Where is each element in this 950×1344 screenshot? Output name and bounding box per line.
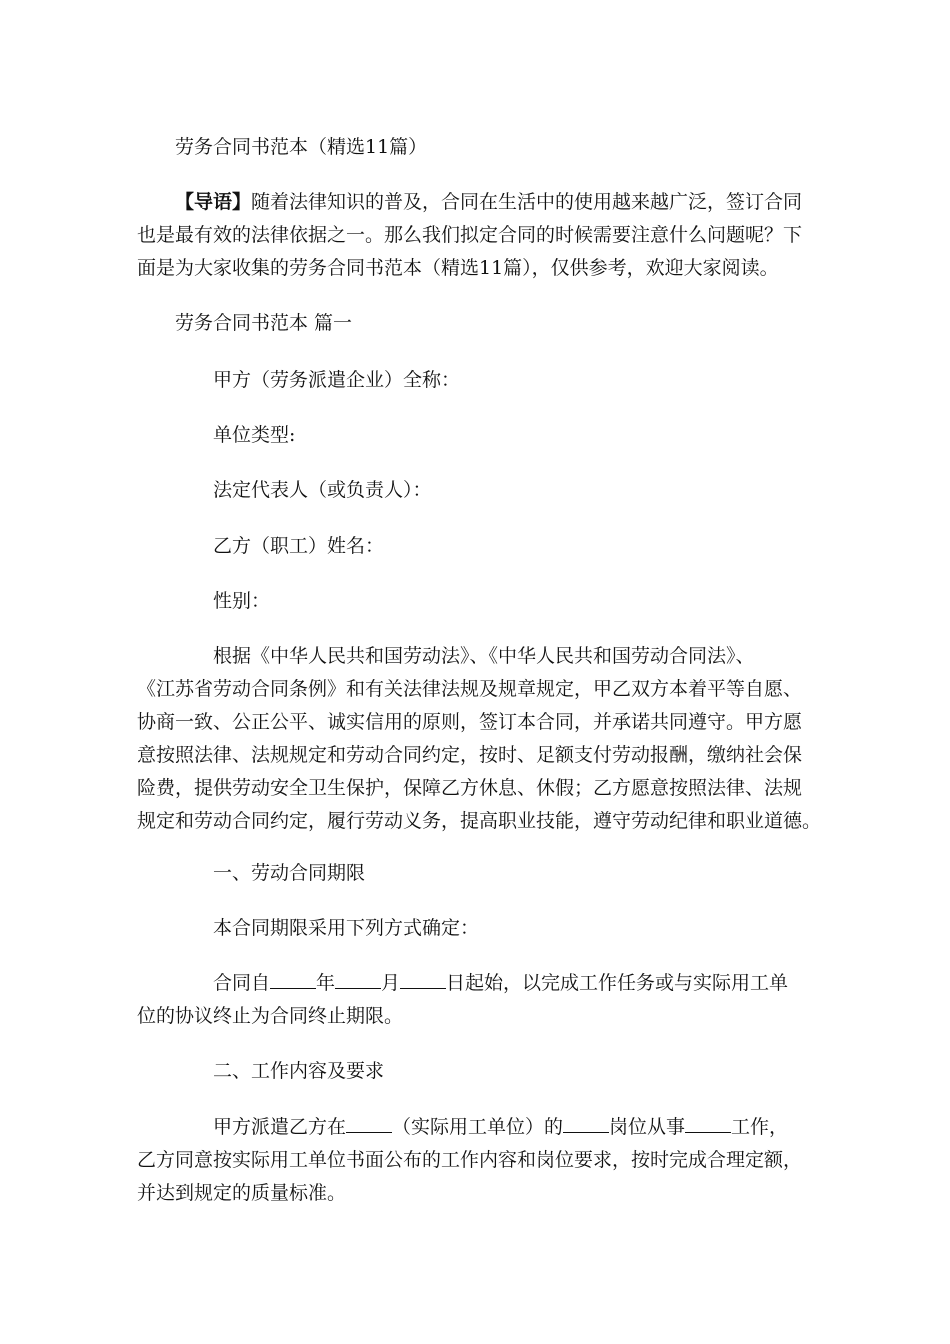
document-title: 劳务合同书范本（精选11篇）: [175, 136, 428, 158]
clause1-term-line-1: 合同自 年 月 日起始，以完成工作任务或与实际用工单: [213, 972, 789, 994]
clause2-heading: 二、工作内容及要求: [213, 1060, 385, 1082]
intro-line-1: 【导语】随着法律知识的普及，合同在生活中的使用越来越广泛，签订合同: [175, 191, 803, 213]
clause2-line-3: 并达到规定的质量标准。: [137, 1182, 347, 1204]
preamble-line-3: 协商一致、公正公平、诚实信用的原则，签订本合同，并承诺共同遵守。甲方愿: [137, 711, 803, 733]
field-unit-type: 单位类型:: [213, 424, 296, 446]
clause2-body: [137, 1111, 813, 1210]
clause1-term-line-2: 位的协议终止为合同终止期限。: [137, 1005, 404, 1027]
preamble-line-2: 《江苏省劳动合同条例》和有关法律法规及规章规定，甲乙双方本着平等自愿、: [137, 678, 803, 700]
clause1-method: 本合同期限采用下列方式确定：: [213, 917, 480, 939]
workplace-blank[interactable]: [346, 1114, 392, 1133]
clause2-line-1: 甲方派遣乙方在 （实际用工单位）的 岗位从事 工作，: [213, 1116, 789, 1138]
position-blank[interactable]: [563, 1114, 609, 1133]
field-gender: 性别：: [213, 590, 271, 612]
work-type-blank[interactable]: [685, 1114, 731, 1133]
year-blank[interactable]: [270, 970, 316, 989]
intro-paragraph: [137, 186, 813, 285]
clause1-term: [137, 967, 813, 1033]
clause2-line-2: 乙方同意按实际用工单位书面公布的工作内容和岗位要求，按时完成合理定额，: [137, 1149, 803, 1171]
preamble-line-4: 意按照法律、法规规定和劳动合同约定，按时、足额支付劳动报酬，缴纳社会保: [137, 744, 803, 766]
intro-line-2: 也是最有效的法律依据之一。那么我们拟定合同的时候需要注意什么问题呢？下: [137, 224, 803, 246]
day-blank[interactable]: [400, 970, 446, 989]
field-party-a: 甲方（劳务派遣企业）全称：: [213, 369, 461, 391]
field-party-b: 乙方（职工）姓名：: [213, 535, 385, 557]
month-blank[interactable]: [335, 970, 381, 989]
preamble-line-1: 根据《中华人民共和国劳动法》、《中华人民共和国劳动合同法》、: [213, 645, 755, 667]
intro-line-3: 面是为大家收集的劳务合同书范本（精选11篇），仅供参考，欢迎大家阅读。: [137, 257, 779, 279]
preamble-line-5: 险费，提供劳动安全卫生保护，保障乙方休息、休假；乙方愿意按照法律、法规: [137, 777, 803, 799]
clause1-heading: 一、劳动合同期限: [213, 862, 366, 884]
intro-tag: 【导语】: [175, 191, 252, 213]
preamble-line-6: 规定和劳动合同约定，履行劳动义务，提高职业技能，遵守劳动纪律和职业道德。: [137, 810, 822, 832]
field-legal-rep: 法定代表人（或负责人）：: [213, 479, 432, 501]
preamble-paragraph: [137, 640, 822, 838]
section-title: 劳务合同书范本 篇一: [175, 312, 353, 334]
